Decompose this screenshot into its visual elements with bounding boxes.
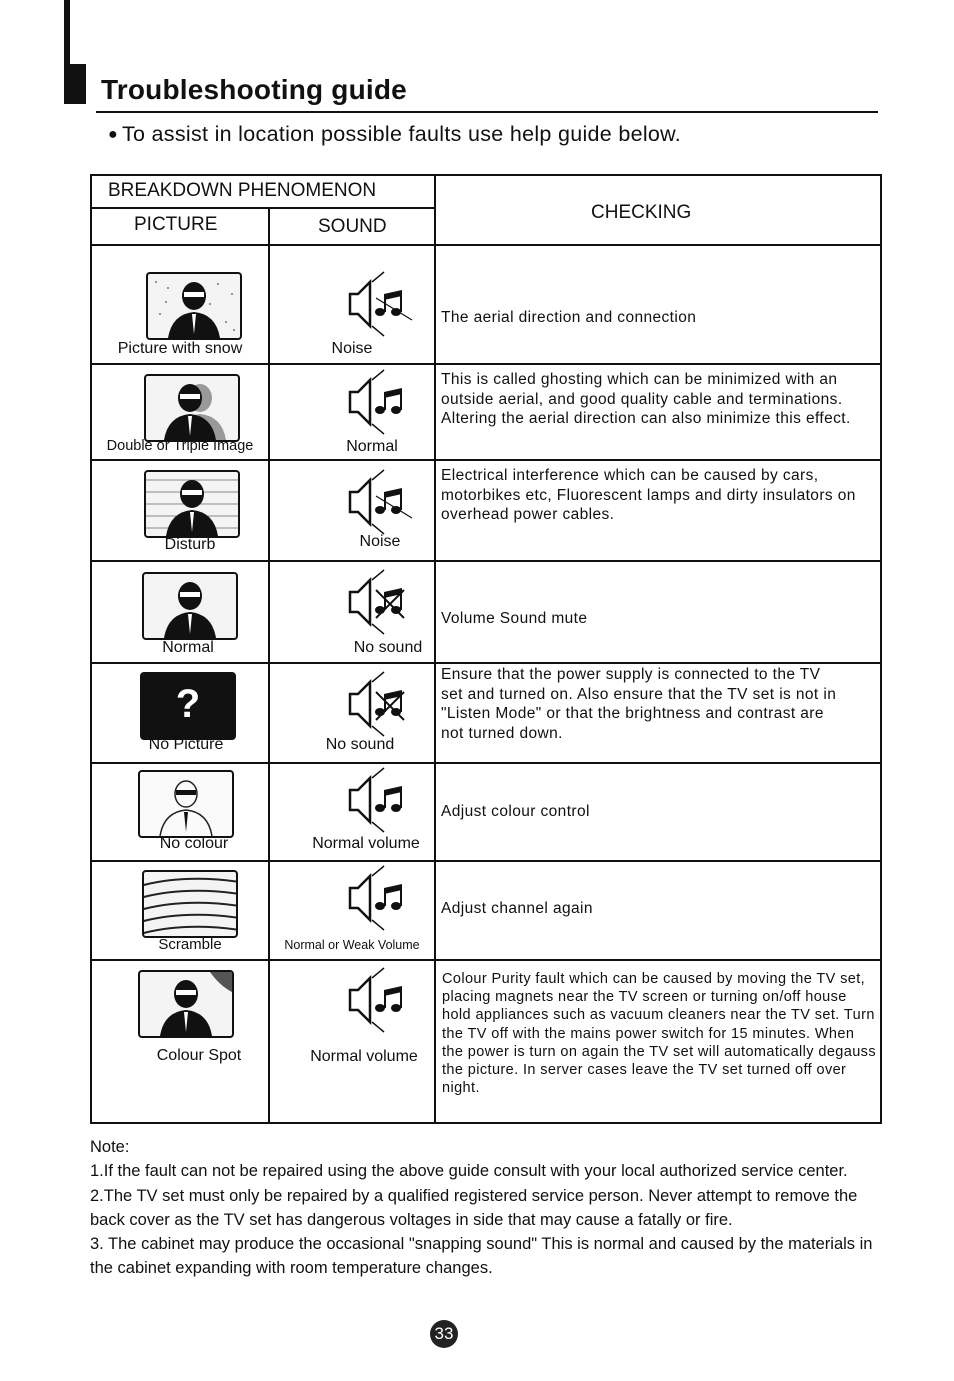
header-bottom [90, 244, 882, 246]
table-border-bottom [90, 1122, 882, 1124]
speaker-normal-icon [346, 864, 416, 939]
checking-text: The aerial direction and connection [441, 309, 697, 326]
picture-label: No colour [159, 835, 229, 852]
checking-text: This is called ghosting which can be minimized with an outside aerial, and good quality cable and terminations. Altering the aerial direction can also minimize this effect. [441, 371, 851, 427]
troubleshooting-table [90, 174, 882, 1124]
header-breakdown: BREAKDOWN PHENOMENON [108, 180, 377, 201]
header-divider [90, 207, 435, 209]
checking-text: Ensure that the power supply is connected to the TV set and turned on. Also ensure that the TV set is not in "Listen Mode" or that the brightness and contrast are not turned down. [441, 666, 837, 742]
note-item: 3. The cabinet may produce the occasional "snapping sound" This is normal and caused by the materials in the cabinet expanding with room temperature changes. [90, 1235, 873, 1278]
speaker-normal-icon [346, 966, 416, 1041]
sound-label: Normal [346, 438, 398, 455]
sound-label: No sound [325, 736, 395, 753]
tv-snow-icon [146, 272, 242, 340]
notes-heading: Note: [90, 1138, 130, 1156]
note-item: 2.The TV set must only be repaired by a qualified registered service person. Never attempt to remove the back cover as the TV set has dangerous voltages in side that may cause a fatally or fire. [90, 1186, 858, 1229]
speaker-noise-icon [346, 270, 416, 345]
speaker-mute-icon [346, 670, 416, 745]
table-border-right [880, 174, 882, 1124]
speaker-normal-icon [346, 766, 416, 841]
sound-label: Normal volume [310, 1048, 418, 1065]
row-divider [90, 762, 882, 764]
picture-label: Double or Triple Image [106, 438, 254, 454]
sound-label: Normal volume [312, 835, 420, 852]
checking-text: Volume Sound mute [441, 610, 588, 627]
margin-block [64, 64, 86, 104]
speaker-mute-icon [346, 568, 416, 643]
row-divider [90, 860, 882, 862]
subtitle-text: To assist in location possible faults use help guide below. [121, 122, 682, 146]
tv-colour-spot-icon [138, 970, 234, 1038]
row-divider [90, 363, 882, 365]
note-item: 1.If the fault can not be repaired using the above guide consult with your local authorized service center. [90, 1162, 848, 1181]
bullet-icon: ● [108, 126, 118, 143]
picture-label: Picture with snow [117, 340, 243, 357]
tv-scramble-icon [142, 870, 238, 938]
header-checking: CHECKING [591, 202, 692, 223]
tv-no-colour-icon [138, 770, 234, 838]
picture-label: Disturb [164, 536, 216, 553]
sound-label: Noise [359, 533, 401, 550]
header-sound: SOUND [318, 216, 387, 237]
checking-text: Electrical interference which can be caused by cars, motorbikes etc, Fluorescent lamps and dirty insulators on overhead power cables. [441, 467, 856, 523]
notes-section [90, 1135, 890, 1281]
page-number: 33 [430, 1320, 458, 1348]
row-divider [90, 662, 882, 664]
page-subtitle [108, 122, 681, 147]
picture-label: No Picture [148, 736, 224, 753]
tv-disturb-icon [144, 470, 240, 538]
tv-no-picture-icon [140, 672, 236, 740]
header-picture: PICTURE [134, 214, 218, 235]
picture-label: Colour Spot [156, 1047, 242, 1064]
title-rule [96, 111, 878, 113]
checking-text: Adjust channel again [441, 900, 593, 917]
sound-label: No sound [353, 639, 423, 656]
picture-label: Normal [162, 639, 214, 656]
page-title: Troubleshooting guide [101, 74, 407, 105]
speaker-normal-icon [346, 368, 416, 443]
question-mark-icon: ? [175, 682, 201, 726]
sound-label: Noise [331, 340, 373, 357]
row-divider [90, 560, 882, 562]
tv-normal-icon [142, 572, 238, 640]
speaker-noise-icon [346, 468, 416, 543]
row-divider [90, 459, 882, 461]
checking-text: Colour Purity fault which can be caused by moving the TV set, placing magnets near the TV screen or turning on/off house hold appliances such as vacuum cleaners near the TV set. Turn the TV off with the mains power switch for 15 minutes. When the power is turn on again the TV set will automatically degauss the picture. In server cases leave the TV set turned off over night. [442, 971, 876, 1097]
checking-text: Adjust colour control [441, 803, 590, 820]
table-border-top [90, 174, 882, 176]
row-divider [90, 959, 882, 961]
sound-label: Normal or Weak Volume [284, 938, 420, 952]
picture-label: Scramble [158, 936, 222, 953]
tv-ghost-icon [144, 374, 240, 442]
